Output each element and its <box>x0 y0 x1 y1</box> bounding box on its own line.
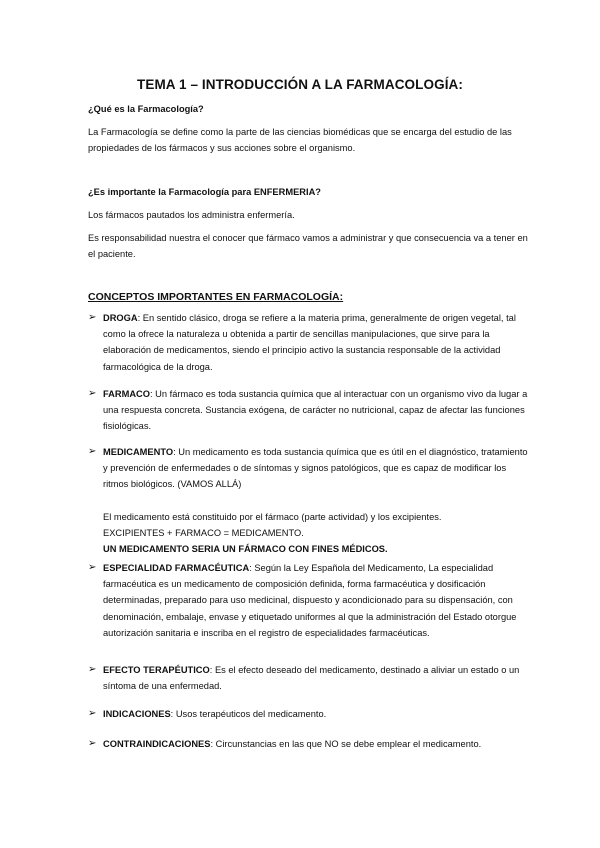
medicamento-emphasis: UN MEDICAMENTO SERIA UN FÁRMACO CON FINES MÉDICOS. <box>103 544 388 555</box>
definition: Según la Ley Española del Medicamento, La especialidad farmacéutica es un medicamento de composición definida, forma farmacéutica y dosificación determinadas, preparado para uso medicinal, dispuesto y acondicionado para su dispensación, con denominación, embalaje, envase y etiquetado uniformes al que la administración del Estado otorgue autorización sanitaria e inscriba en el registro de especialidades farmacéuticas. <box>103 563 517 638</box>
arrow-bullet-icon: ➢ <box>88 446 97 457</box>
medicamento-note: El medicamento está constituido por el fármaco (parte actividad) y los excipientes. <box>103 511 442 522</box>
page-title: TEMA 1 – INTRODUCCIÓN A LA FARMACOLOGÍA: <box>137 77 463 92</box>
list-item-farmaco: ➢ FARMACO: Un fármaco es toda sustancia química que al interactuar con un organismo vivo da lugar a una respuesta concreta. Sustancia exógena, de carácter no nutricional, capaz de afectar las funciones fisiológicas. <box>88 388 528 432</box>
question-heading-2: ¿Es importante la Farmacología para ENFERMERIA? <box>88 187 321 197</box>
definition: Usos terapéuticos del medicamento. <box>175 709 327 719</box>
arrow-bullet-icon: ➢ <box>88 562 97 573</box>
list-item-indicaciones: ➢ INDICACIONES: Usos terapéuticos del medicamento. <box>88 706 528 722</box>
list-item-especialidad: ➢ ESPECIALIDAD FARMACÉUTICA: Según la Ley Española del Medicamento, La especialidad farmacéutica es un medicamento de composición definida, forma farmacéutica y dosificación determinadas, preparado para uso medicinal, dispuesto y acondicionado para su dispensación, con denominación, embalaje, envase y etiquetado uniformes al que la administración del Estado otorgue autorización sanitaria e inscriba en el registro de especialidades farmacéuticas. <box>88 562 517 638</box>
list-item-contraindicaciones: ➢ CONTRAINDICACIONES: Circunstancias en las que NO se debe emplear el medicamento. <box>88 736 528 752</box>
definition: Es el efecto deseado del medicamento, destinado a aliviar un estado o un síntoma de una enfermedad. <box>103 665 520 692</box>
list-item-efecto: ➢ EFECTO TERAPÉUTICO: Es el efecto deseado del medicamento, destinado a aliviar un estado o un síntoma de una enfermedad. <box>88 664 520 692</box>
paragraph-2: Los fármacos pautados los administra enfermería. <box>88 210 295 220</box>
term: MEDICAMENTO <box>103 447 174 457</box>
arrow-bullet-icon: ➢ <box>88 738 97 749</box>
arrow-bullet-icon: ➢ <box>88 388 97 399</box>
question-heading-1: ¿Qué es la Farmacología? <box>88 104 204 114</box>
list-item-medicamento: ➢ MEDICAMENTO: Un medicamento es toda sustancia química que es útil en el diagnóstico, tratamiento y prevención de enfermedades o de síntomas y signos patológicos, que es capaz de modificar los ritmos biológicos. (VAMOS ALLÁ) El medicamento está constituido por el fármaco (parte actividad) y los excipientes. EXCIPIENTES + FARMACO = MEDICAMENTO. UN MEDICAMENTO SERIA UN FÁRMACO CON FINES MÉDICOS. <box>88 444 528 557</box>
arrow-bullet-icon: ➢ <box>88 312 97 323</box>
list-item-droga: ➢ DROGA: En sentido clásico, droga se refiere a la materia prima, generalmente de origen vegetal, tal como la ofrece la naturaleza u obtenida a partir de sencillas manipulaciones, que sirve para la elaboración de medicamentos, siendo el principio activo la sustancia responsable de la actividad farmacológica de la droga. <box>88 312 516 372</box>
term: DROGA <box>103 313 138 323</box>
section-heading: CONCEPTOS IMPORTANTES EN FARMACOLOGÍA: <box>88 291 344 303</box>
paragraph-1: La Farmacología se define como la parte de las ciencias biomédicas que se encarga del estudio de las propiedades de los fármacos y sus acciones sobre el organismo. <box>88 127 512 153</box>
arrow-bullet-icon: ➢ <box>88 664 97 675</box>
arrow-bullet-icon: ➢ <box>88 708 97 719</box>
term: CONTRAINDICACIONES <box>103 739 211 749</box>
medicamento-formula: EXCIPIENTES + FARMACO = MEDICAMENTO. <box>103 527 304 538</box>
term: EFECTO TERAPÉUTICO <box>103 665 210 675</box>
term: ESPECIALIDAD FARMACÉUTICA <box>103 563 250 573</box>
definition: Un fármaco es toda sustancia química que al interactuar con un organismo vivo da lugar a una respuesta concreta. Sustancia exógena, de carácter no nutricional, capaz de afectar las funciones fisiológicas. <box>103 389 528 432</box>
definition: Un medicamento es toda sustancia química que es útil en el diagnóstico, tratamiento y prevención de enfermedades o de síntomas y signos patológicos, que es capaz de modificar los ritmos biológicos. (VAMOS ALLÁ) <box>103 447 528 490</box>
term: FARMACO <box>103 389 150 399</box>
paragraph-3: Es responsabilidad nuestra el conocer que fármaco vamos a administrar y que consecuencia va a tener en el paciente. <box>88 233 528 259</box>
term: INDICACIONES <box>103 709 171 719</box>
definition: En sentido clásico, droga se refiere a la materia prima, generalmente de origen vegetal, tal como la ofrece la naturaleza u obtenida a partir de sencillas manipulaciones, que sirve para la elaboración de medicamentos, siendo el principio activo la sustancia responsable de la actividad farmacológica de la droga. <box>103 313 516 372</box>
definition: Circunstancias en las que NO se debe emplear el medicamento. <box>215 739 482 749</box>
